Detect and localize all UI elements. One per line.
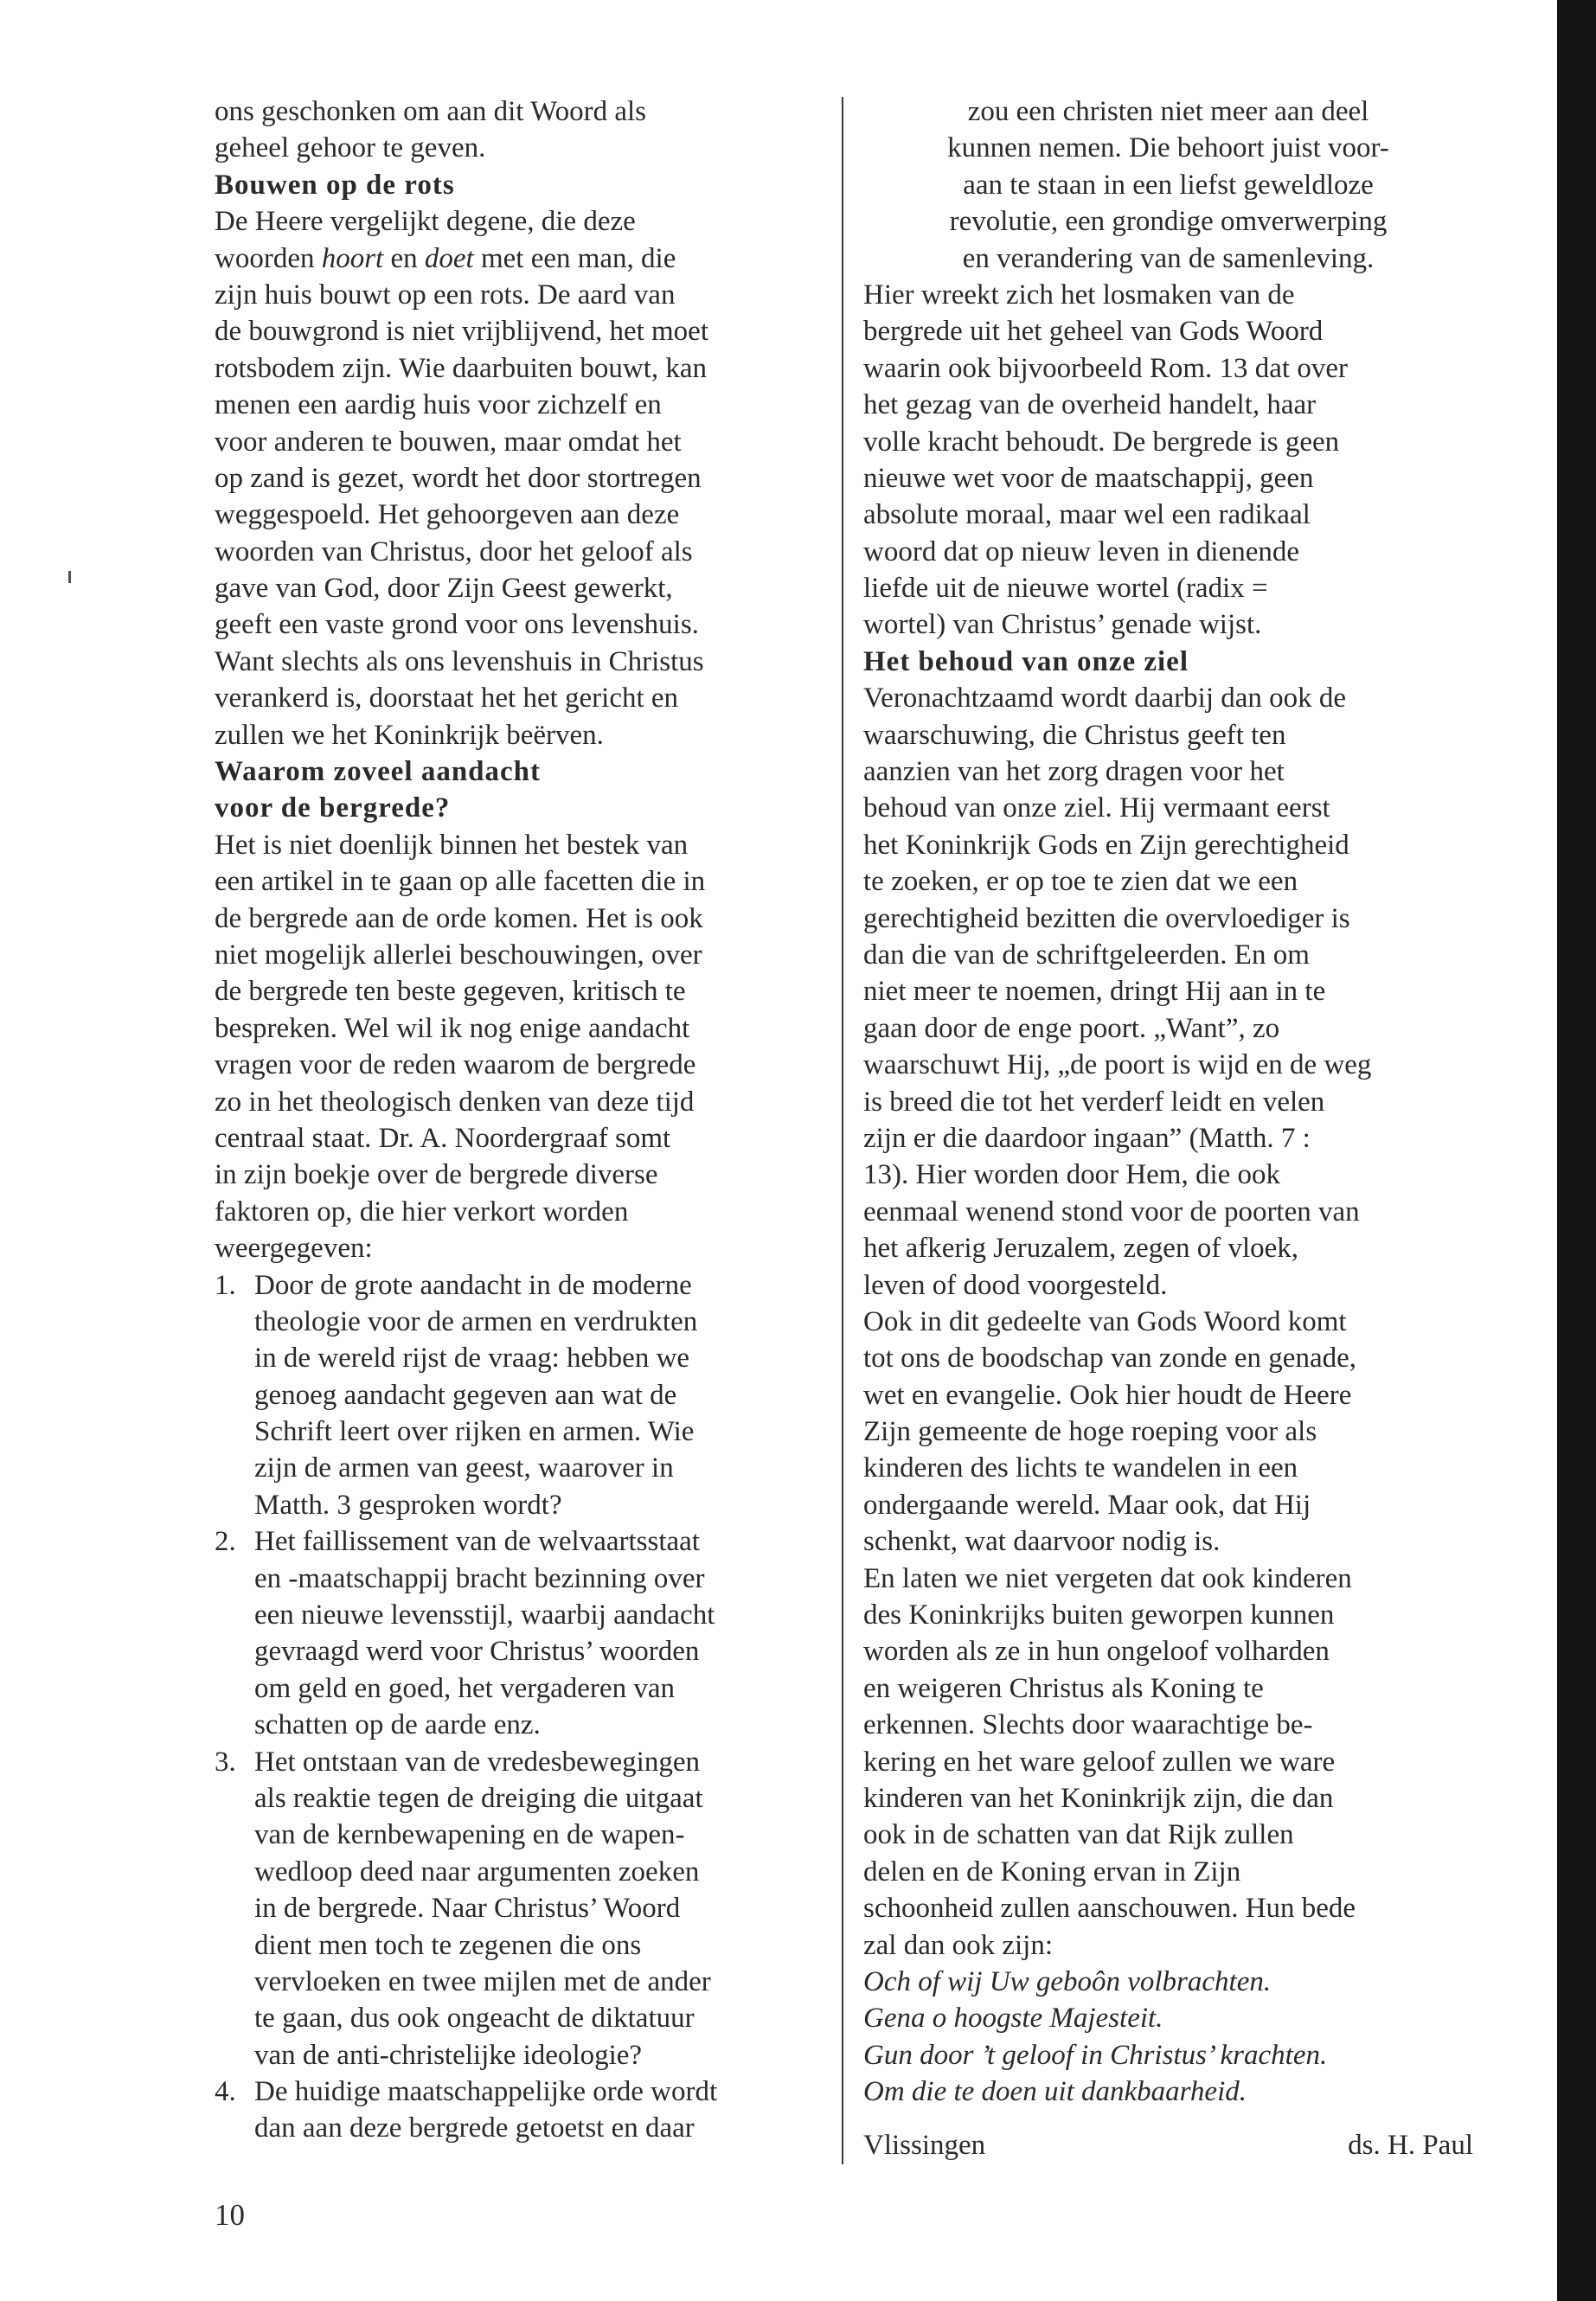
text-line: revolutie, een grondige omverwerping xyxy=(949,206,1388,238)
text-line: erkennen. Slechts door waarachtige be- xyxy=(863,1709,1313,1741)
text-line: centraal staat. Dr. A. Noordergraaf somt xyxy=(215,1122,671,1154)
section-heading-waarom-2: voor de bergrede? xyxy=(215,792,451,824)
text-line: zal dan ook zijn: xyxy=(863,1929,1054,1961)
text-line: zo in het theologisch denken van deze tijd xyxy=(215,1086,695,1118)
text-line: woord dat op nieuw leven in dienende xyxy=(863,535,1300,567)
poem-line: Och of wij Uw geboôn volbrachten. xyxy=(863,1965,1272,1997)
text-run: Door de grote aandacht in de moderne xyxy=(254,1269,692,1301)
list-number: 1. xyxy=(215,1269,236,1301)
text-line: vragen voor de reden waarom de bergrede xyxy=(215,1049,696,1081)
text-line: de bergrede aan de orde komen. Het is ook xyxy=(215,902,703,934)
text-line: zou een christen niet meer aan deel xyxy=(967,96,1369,127)
text-line: een artikel in te gaan op alle facetten die in xyxy=(215,866,706,898)
text-line: schoonheid zullen aanschouwen. Hun bede xyxy=(863,1893,1356,1925)
section-heading-waarom: Waarom zoveel aandacht xyxy=(215,756,542,788)
text-line: kinderen des lichts te wandelen in een xyxy=(863,1452,1298,1484)
text-line: zullen we het Koninkrijk beërven. xyxy=(215,719,604,751)
text-line: absolute moraal, maar wel een radikaal xyxy=(863,499,1311,531)
text-line: en -maatschappij bracht bezinning over xyxy=(254,1562,705,1594)
page-number: 10 xyxy=(215,2198,245,2232)
text-line: gevraagd werd voor Christus’ woorden xyxy=(254,1636,700,1668)
text-line: ook in de schatten van dat Rijk zullen xyxy=(863,1819,1294,1851)
text-line: Matth. 3 gesproken wordt? xyxy=(254,1489,562,1521)
text-line: gave van God, door Zijn Geest gewerkt, xyxy=(215,573,673,605)
text-line: verankerd is, doorstaat het het gericht en xyxy=(215,683,679,715)
text-line: wet en evangelie. Ook hier houdt de Heere xyxy=(863,1379,1352,1411)
text-line: behoud van onze ziel. Hij vermaant eerst xyxy=(863,792,1330,824)
left-column xyxy=(215,93,829,2147)
text-line: nieuwe wet voor de maatschappij, geen xyxy=(863,462,1314,494)
text-run: De huidige maatschappelijke orde wordt xyxy=(254,2076,718,2108)
text-line: faktoren op, die hier verkort worden xyxy=(215,1195,629,1227)
text-line: dient men toch te zegenen die ons xyxy=(254,1929,642,1961)
text-line: het gezag van de overheid handelt, haar xyxy=(863,389,1317,421)
text-line: en verandering van de samenleving. xyxy=(962,242,1375,274)
text-line: een nieuwe levensstijl, waarbij aandacht xyxy=(254,1599,715,1631)
text-line: geeft een vaste grond voor ons levenshuis. xyxy=(215,609,699,641)
text-line: delen en de Koning ervan in Zijn xyxy=(863,1856,1241,1888)
text-run: en xyxy=(383,242,425,274)
text-line: in de wereld rijst de vraag: hebben we xyxy=(254,1343,690,1375)
text-line: van de kernbewapening en de wapen- xyxy=(254,1819,685,1851)
text-line: ons geschonken om aan dit Woord als xyxy=(215,96,646,127)
text-line: geheel gehoor te geven. xyxy=(215,132,486,164)
emphasis-hoort: hoort xyxy=(321,242,384,274)
text-line: menen een aardig huis voor zichzelf en xyxy=(215,389,662,421)
right-column xyxy=(863,93,1473,2164)
text-line: van de anti-christelijke ideologie? xyxy=(254,2039,643,2071)
text-line: dan die van de schriftgeleerden. En om xyxy=(863,939,1310,971)
scan-edge-bar xyxy=(1557,0,1596,2301)
text-run: met een man, die xyxy=(473,242,676,274)
signature xyxy=(863,2127,1473,2163)
text-line: waarschuwing, die Christus geeft ten xyxy=(863,719,1286,751)
text-line: het afkerig Jeruzalem, zegen of vloek, xyxy=(863,1233,1299,1265)
list-number: 2. xyxy=(215,1526,236,1558)
signature-author: ds. H. Paul xyxy=(1348,2130,1473,2162)
text-line: leven of dood voorgesteld. xyxy=(863,1269,1168,1301)
text-line: Schrift leert over rijken en armen. Wie xyxy=(254,1416,695,1448)
text-line: tot ons de boodschap van zonde en genade, xyxy=(863,1343,1356,1375)
text-run: Het ontstaan van de vredesbewegingen xyxy=(254,1746,700,1778)
text-line: aan te staan in een liefst geweldloze xyxy=(963,169,1374,201)
text-line: niet mogelijk allerlei beschouwingen, over xyxy=(215,939,702,971)
text-line: is breed die tot het verderf leidt en velen xyxy=(863,1086,1325,1118)
text-line: kinderen van het Koninkrijk zijn, die dan xyxy=(863,1782,1334,1814)
text-line: theologie voor de armen en verdrukten xyxy=(254,1305,698,1337)
text-line: te zoeken, er op toe te zien dat we een xyxy=(863,866,1298,898)
text-line: het Koninkrijk Gods en Zijn gerechtigheid xyxy=(863,829,1349,861)
poem-line: Gun door ’t geloof in Christus’ krachten. xyxy=(863,2039,1328,2071)
list-item-3 xyxy=(215,1744,829,1780)
text-line: worden als ze in hun ongeloof volharden xyxy=(863,1636,1330,1668)
text-line: volle kracht behoudt. De bergrede is geen xyxy=(863,426,1340,458)
text-line: Het is niet doenlijk binnen het bestek van xyxy=(215,829,689,861)
text-line: schatten op de aarde enz. xyxy=(254,1709,541,1741)
text-line: op zand is gezet, wordt het door stortregen xyxy=(215,462,702,494)
section-heading-bouwen: Bouwen op de rots xyxy=(215,169,455,201)
signature-place: Vlissingen xyxy=(863,2130,986,2162)
text-line: bergrede uit het geheel van Gods Woord xyxy=(863,316,1324,348)
text-line: zijn er die daardoor ingaan” (Matth. 7 : xyxy=(863,1122,1311,1154)
list-item-4 xyxy=(215,2073,829,2110)
poem-line: Gena o hoogste Majesteit. xyxy=(863,2003,1163,2035)
text-line: woorden van Christus, door het geloof als xyxy=(215,535,693,567)
text-line: in zijn boekje over de bergrede diverse xyxy=(215,1159,658,1191)
list-number: 3. xyxy=(215,1746,236,1778)
text-line: De Heere vergelijkt degene, die deze xyxy=(215,206,636,238)
text-line: dan aan deze bergrede getoetst en daar xyxy=(254,2112,695,2144)
text-line: genoeg aandacht gegeven aan wat de xyxy=(254,1379,677,1411)
text-line: de bouwgrond is niet vrijblijvend, het moet xyxy=(215,316,708,348)
text-line: liefde uit de nieuwe wortel (radix = xyxy=(863,573,1268,605)
text-line: weergegeven: xyxy=(215,1233,373,1265)
text-line: wortel) van Christus’ genade wijst. xyxy=(863,609,1262,641)
text-line: En laten we niet vergeten dat ook kinderen xyxy=(863,1562,1352,1594)
text-line: als reaktie tegen de dreiging die uitgaat xyxy=(254,1782,703,1814)
text-run: Het faillissement van de welvaartsstaat xyxy=(254,1526,700,1558)
text-line: weggespoeld. Het gehoorgeven aan deze xyxy=(215,499,680,531)
text-line: Veronachtzaamd wordt daarbij dan ook de xyxy=(863,683,1347,715)
text-line xyxy=(215,240,829,277)
text-line: aanzien van het zorg dragen voor het xyxy=(863,756,1285,788)
text-line: zijn huis bouwt op een rots. De aard van xyxy=(215,279,676,311)
text-line: in de bergrede. Naar Christus’ Woord xyxy=(254,1893,681,1925)
text-run: woorden xyxy=(215,242,322,274)
text-line: 13). Hier worden door Hem, die ook xyxy=(863,1159,1281,1191)
poem-line: Om die te doen uit dankbaarheid. xyxy=(863,2076,1247,2108)
text-line: des Koninkrijks buiten geworpen kunnen xyxy=(863,1599,1335,1631)
spacer xyxy=(863,2110,1473,2127)
text-line: en weigeren Christus als Koning te xyxy=(863,1672,1264,1704)
text-line: de bergrede ten beste gegeven, kritisch te xyxy=(215,976,686,1008)
text-line: gaan door de enge poort. „Want”, zo xyxy=(863,1012,1280,1044)
text-line: te gaan, dus ook ongeacht de diktatuur xyxy=(254,2003,695,2035)
section-heading-behoud: Het behoud van onze ziel xyxy=(863,645,1189,677)
text-line: voor anderen te bouwen, maar omdat het xyxy=(215,426,682,458)
scan-speck xyxy=(68,571,71,583)
column-divider xyxy=(842,97,843,2164)
text-line: ondergaande wereld. Maar ook, dat Hij xyxy=(863,1489,1311,1521)
text-line: Ook in dit gedeelte van Gods Woord komt xyxy=(863,1305,1347,1337)
text-line: bespreken. Wel wil ik nog enige aandacht xyxy=(215,1012,690,1044)
list-item-1 xyxy=(215,1267,829,1304)
text-line: niet meer te noemen, dringt Hij aan in te xyxy=(863,976,1326,1008)
text-line: Zijn gemeente de hoge roeping voor als xyxy=(863,1416,1317,1448)
text-line: vervloeken en twee mijlen met de ander xyxy=(254,1965,711,1997)
text-line: Hier wreekt zich het losmaken van de xyxy=(863,279,1295,311)
text-line: waarin ook bijvoorbeeld Rom. 13 dat over xyxy=(863,352,1348,384)
text-line: eenmaal wenend stond voor de poorten van xyxy=(863,1195,1360,1227)
list-number: 4. xyxy=(215,2076,236,2108)
text-line: schenkt, wat daarvoor nodig is. xyxy=(863,1526,1221,1558)
text-line: wedloop deed naar argumenten zoeken xyxy=(254,1856,700,1888)
text-line: waarschuwt Hij, „de poort is wijd en de weg xyxy=(863,1049,1372,1081)
text-line: rotsbodem zijn. Wie daarbuiten bouwt, kan xyxy=(215,352,708,384)
text-line: Want slechts als ons levenshuis in Christus xyxy=(215,645,704,677)
emphasis-doet: doet xyxy=(424,242,474,274)
text-line: zijn de armen van geest, waarover in xyxy=(254,1452,674,1484)
text-line: om geld en goed, het vergaderen van xyxy=(254,1672,675,1704)
text-line: kunnen nemen. Die behoort juist voor- xyxy=(947,132,1389,164)
list-item-2 xyxy=(215,1523,829,1560)
text-line: gerechtigheid bezitten die overvloediger is xyxy=(863,902,1350,934)
text-line: kering en het ware geloof zullen we ware xyxy=(863,1746,1336,1778)
